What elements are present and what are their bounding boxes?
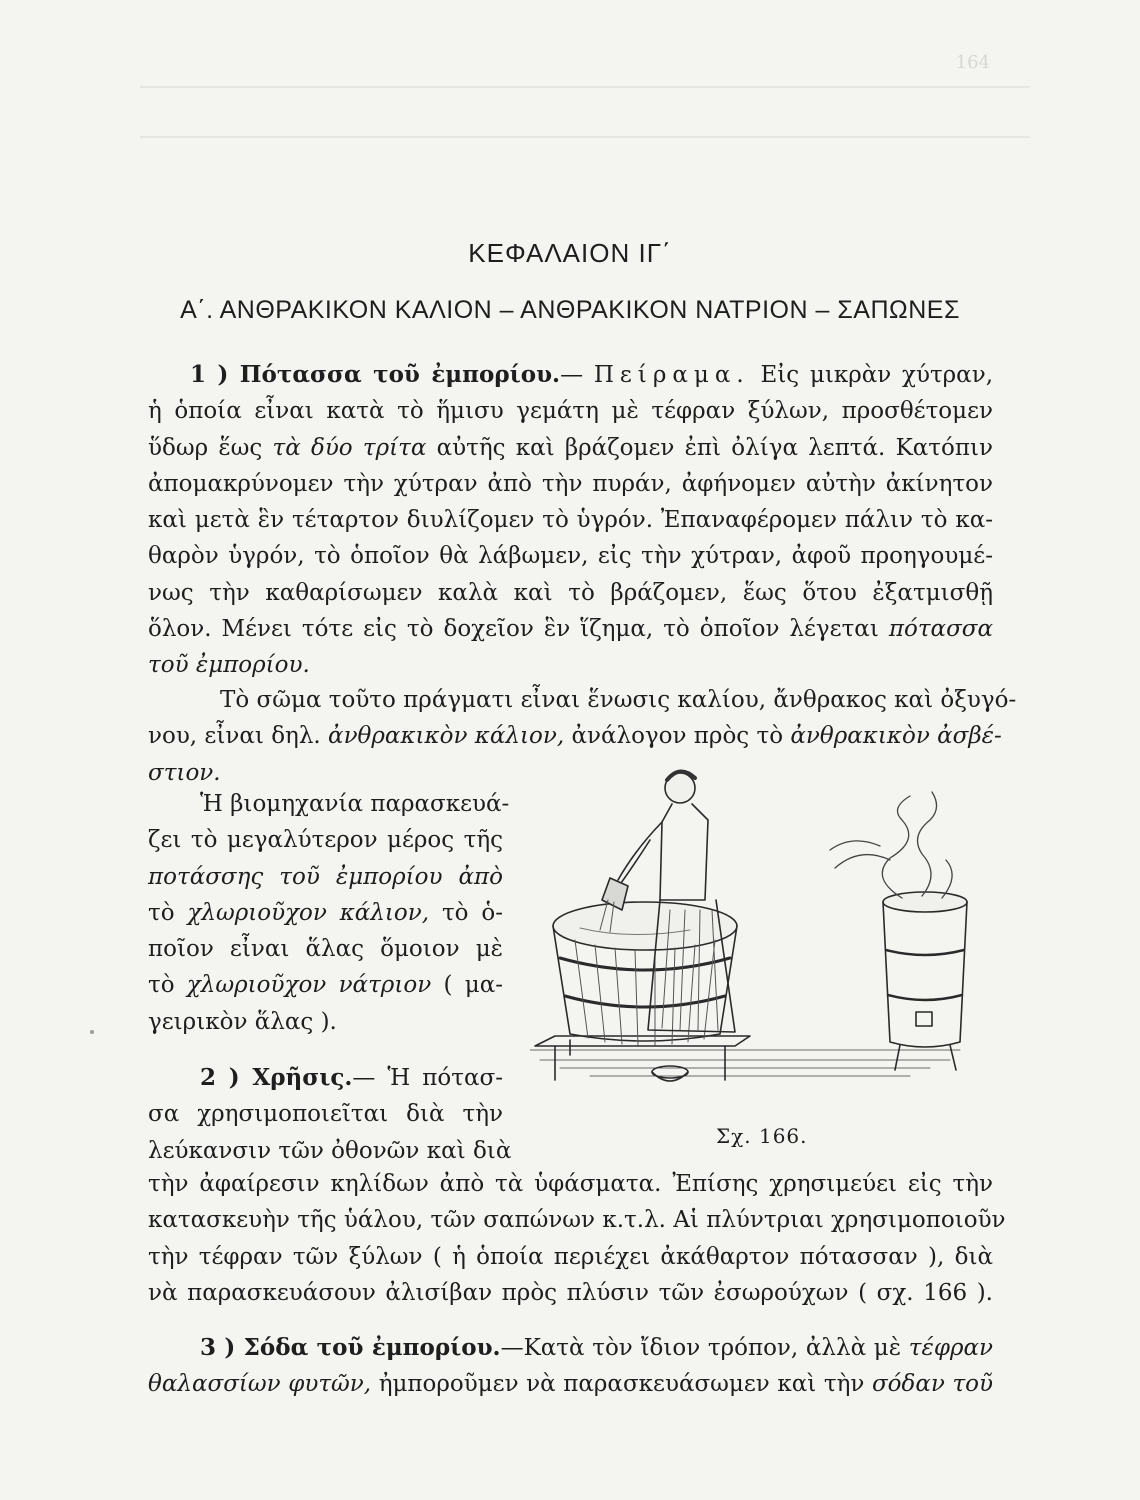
- text-line: ποῖον εἶναι ἅλας ὅμοιον μὲ: [148, 936, 503, 963]
- text-line: [148, 1060, 503, 1096]
- bleed-through-line: [140, 136, 1030, 138]
- italic-term: στιον.: [148, 759, 221, 786]
- floor-hatching: [530, 1050, 960, 1076]
- figure-caption: Σχ. 166.: [716, 1124, 808, 1148]
- italic-term: τὰ δύο τρίτα: [272, 434, 427, 461]
- paragraph-potash: [148, 357, 993, 684]
- dash: —: [560, 362, 584, 388]
- text-line: νως τὴν καθαρίσωμεν καλὰ καὶ τὸ βράζομεν, ἕως ὅτου ἐξατμισθῇ: [148, 579, 993, 606]
- text-segment: Εἰς μικρὰν χύτραν,: [760, 362, 994, 388]
- italic-term: χλωριοῦχον νάτριον: [186, 972, 432, 999]
- bleed-through-line: [140, 86, 1030, 88]
- italic-term: τέφραν: [908, 1335, 993, 1361]
- text-line: καὶ μετὰ ἓν τέταρτον διυλίζομεν τὸ ὑγρόν. Ἐπαναφέρομεν πάλιν τὸ κα-: [148, 507, 993, 534]
- paragraph-usage-narrow: [148, 1060, 512, 1169]
- text-segment: τὸ ὁ-: [441, 899, 504, 926]
- dash: —: [500, 1335, 524, 1361]
- steam: [830, 792, 952, 898]
- section-title: Α΄. ΑΝΘΡΑΚΙΚΟΝ ΚΑΛΙΟΝ – ΑΝΘΡΑΚΙΚΟΝ ΝΑΤΡΙΟΝ – ΣΑΠΩΝΕΣ: [180, 296, 960, 324]
- paragraph-soda: [148, 1330, 993, 1403]
- text-line: ζει τὸ μεγαλύτερον μέρος τῆς: [148, 827, 503, 854]
- page-number: 164: [955, 52, 990, 73]
- text-line: ἀπομακρύνομεν τὴν χύτραν ἀπὸ τὴν πυράν, ἀφήνομεν αὐτὴν ἀκίνητον: [148, 470, 993, 497]
- italic-term: τοῦ ἐμπορίου.: [148, 652, 310, 679]
- text-line: [148, 430, 993, 466]
- text-line: Τὸ σῶμα τοῦτο πράγματι εἶναι ἕνωσις καλίου, ἄνθρακος καὶ ὀξυγό-: [220, 687, 1017, 713]
- text-line: [148, 859, 503, 895]
- text-line: ἡ ὁποία εἶναι κατὰ τὸ ἥμισυ γεμάτη μὲ τέφραν ξύλων, προσθέτομεν: [148, 398, 993, 425]
- italic-term: χλωριοῦχον κάλιον,: [187, 899, 430, 926]
- text-line: [148, 1366, 993, 1402]
- lye-pot: [883, 892, 967, 1070]
- text-line: θαρὸν ὑγρόν, τὸ ὁποῖον θὰ λάβωμεν, εἰς τὴν χύτραν, ἀφοῦ προηγουμέ-: [148, 543, 993, 570]
- text-segment: τὸ: [148, 899, 175, 926]
- text-segment: ὕδωρ ἕως: [148, 434, 263, 461]
- text-line: [148, 967, 503, 1003]
- text-line: [148, 1330, 993, 1366]
- heading-soda: 3 ) Σόδα τοῦ ἐμπορίου.: [200, 1334, 501, 1361]
- text-line: [148, 357, 993, 393]
- washerwoman: [600, 771, 735, 1032]
- wooden-tub: [553, 902, 737, 1045]
- italic-term: ἀνθρακικὸν κάλιον,: [328, 723, 565, 750]
- text-line: σα χρησιμοποιεῖται διὰ τὴν: [148, 1101, 503, 1128]
- text-line: [148, 895, 503, 931]
- text-segment: ὅλον. Μένει τότε εἰς τὸ δοχεῖον ἓν ἵζημα, τὸ ὁποῖον λέγεται: [148, 616, 879, 643]
- text-line: γειρικὸν ἅλας ).: [148, 1008, 337, 1035]
- italic-term: πότασσα: [888, 616, 994, 643]
- heading-potash: 1 ) Πότασσα τοῦ ἐμπορίου.: [190, 361, 561, 388]
- paper-speck: [90, 1030, 94, 1034]
- heading-usage: 2 ) Χρῆσις.: [200, 1064, 353, 1091]
- text-line: [148, 611, 993, 647]
- italic-term: σόδαν τοῦ: [871, 1371, 994, 1398]
- bench: [535, 1036, 750, 1080]
- paragraph-industry: [148, 786, 510, 1040]
- text-line: κατασκευὴν τῆς ὑάλου, τῶν σαπώνων κ.τ.λ. Αἱ πλύντριαι χρησιμοποιοῦν: [148, 1207, 1006, 1234]
- paragraph-usage: [148, 1166, 1006, 1311]
- text-line: [148, 647, 993, 683]
- text-segment: ἀνάλογον πρὸς τὸ: [571, 723, 784, 750]
- chapter-title: ΚΕΦΑΛΑΙΟΝ ΙΓ΄: [468, 238, 672, 268]
- text-line: νὰ παρασκευάσουν ἀλισίβαν πρὸς πλύσιν τῶν ἐσωρούχων ( σχ. 166 ).: [148, 1279, 993, 1306]
- text-segment: νου, εἶναι δηλ.: [148, 723, 321, 750]
- italic-term: ποτάσσης τοῦ ἐμπορίου ἀπὸ: [148, 863, 503, 890]
- italic-term: ἀνθρακικὸν ἀσβέ-: [790, 723, 1002, 750]
- experiment-label: Πείραμα.: [593, 362, 750, 388]
- text-segment: τὸ: [148, 972, 175, 999]
- text-segment: αὐτῆς καὶ βράζομεν ἐπὶ ὀλίγα λεπτά. Κατόπιν: [436, 434, 993, 461]
- text-line: λεύκανσιν τῶν ὀθονῶν καὶ διὰ: [148, 1137, 512, 1164]
- text-segment: ἠμποροῦμεν νὰ παρασκευάσωμεν καὶ τὴν: [378, 1371, 865, 1398]
- text-line: τὴν ἀφαίρεσιν κηλίδων ἀπὸ τὰ ὑφάσματα. Ἐπίσης χρησιμεύει εἰς τὴν: [148, 1171, 993, 1197]
- dash: —: [352, 1065, 376, 1091]
- text-segment: Ἡ πότασ-: [387, 1065, 503, 1091]
- text-segment: Κατὰ τὸν ἴδιον τρόπον, ἀλλὰ μὲ: [523, 1335, 902, 1361]
- italic-term: θαλασσίων φυτῶν,: [148, 1371, 372, 1398]
- washing-illustration: [530, 750, 985, 1105]
- text-line: Ἡ βιομηχανία παρασκευά-: [200, 791, 510, 817]
- text-line: τὴν τέφραν τῶν ξύλων ( ἡ ὁποία περιέχει ἀκάθαρτον πότασσαν ), διὰ: [148, 1243, 993, 1270]
- text-segment: ( μα-: [443, 972, 503, 999]
